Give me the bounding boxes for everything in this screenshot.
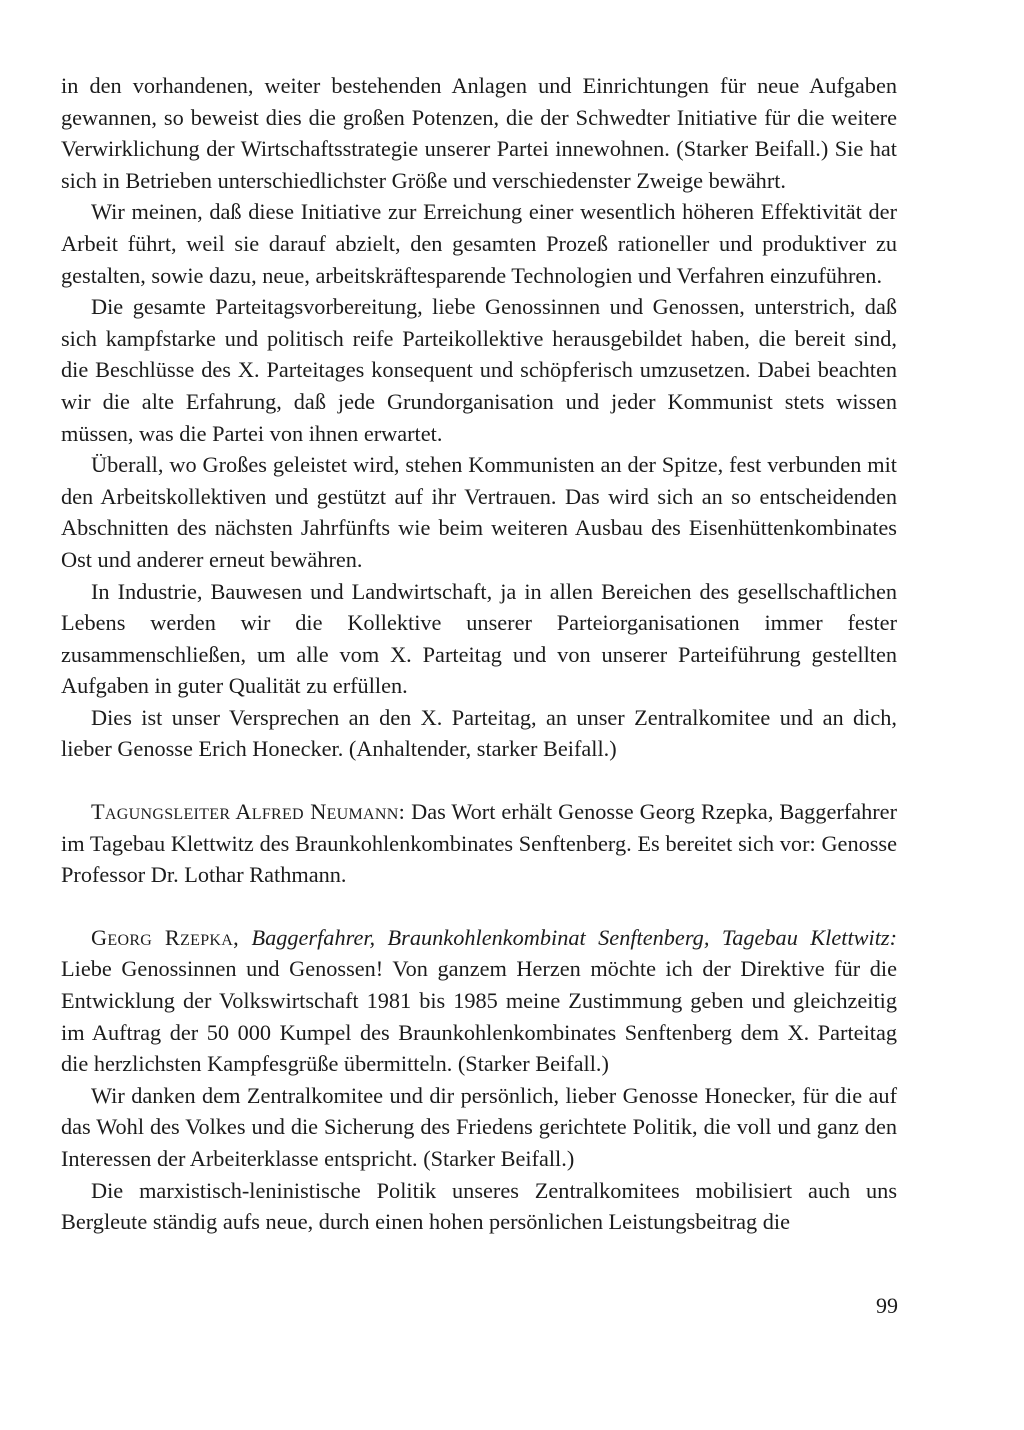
paragraph: Die marxistisch-leninistische Politik unseres Zentralkomitees mobilisiert auch uns Bergleute ständig aufs neue, durch einen hohen persönlichen Leistungsbeitrag die [61,1177,897,1235]
speech-speaker: Georg Rzepka, [91,924,240,950]
page-number: 99 [876,1293,898,1318]
paragraph: Überall, wo Großes geleistet wird, stehen Kommunisten an der Spitze, fest verbunden mit den Arbeitskollektiven und gestützt auf ihr Vertrauen. Das wird sich an so entscheidenden Abschnitten des nächsten Jahrfünfts wie beim weiteren Ausbau des Eisenhüttenkombinates Ost und anderer erneut bewähren. [61,452,897,572]
chair-speaker: Tagungsleiter Alfred Neumann: [91,799,406,825]
paragraph: Wir danken dem Zentralkomitee und dir persönlich, lieber Genosse Honecker, für die auf das Wohl des Volkes und die Sicherung des Friedens gerichtete Politik, die voll und ganz den Interessen der Arbeiterklasse entspricht. (Starker Beifall.) [61,1082,897,1171]
page-body [61,70,897,1238]
paragraph: In Industrie, Bauwesen und Landwirtschaft, ja in allen Bereichen des gesellschaftlichen Lebens werden wir die Kollektive unserer Parteiorganisationen immer fester zusammenschließen, um alle vom X. Parteitag und von unserer Parteiführung gestellten Aufgaben in guter Qualität zu erfüllen. [61,578,897,699]
paragraph: Dies ist unser Versprechen an den X. Parteitag, an unser Zentralkomitee und an dich, lieber Genosse Erich Honecker. (Anhaltender, starker Beifall.) [61,704,897,762]
speech-opening [61,922,897,1080]
chair-announcement [61,796,897,891]
paragraph: Wir meinen, daß diese Initiative zur Erreichung einer wesentlich höheren Effektivität der Arbeit führt, weil sie darauf abzielt, den gesamten Prozeß rationeller und produktiver zu gestalten, sowie dazu, neue, arbeitskräftesparende Technologien und Verfahren einzuführen. [61,199,897,288]
chair-text: Das Wort erhält Genosse Georg Rzepka, Baggerfahrer im Tagebau Klettwitz des Braunkohlenkombinates Senftenberg. Es bereitet sich vor: Genosse Professor Dr. Lothar Rathmann. [61,799,897,888]
speech-role: Baggerfahrer, Braunkohlenkombinat Senftenberg, Tagebau Klettwitz: [239,924,898,950]
paragraph: in den vorhandenen, weiter bestehenden Anlagen und Einrichtungen für neue Aufgaben gewannen, so beweist dies die großen Potenzen, die der Schwedter Initiative für die weitere Verwirklichung der Wirtschaftsstrategie unserer Partei innewohnen. (Starker Beifall.) Sie hat sich in Betrieben unterschiedlichster Größe und verschiedenster Zweige bewährt. [61,73,897,193]
paragraph: Die gesamte Parteitagsvorbereitung, liebe Genossinnen und Genossen, unterstrich, daß sich kampfstarke und politisch reife Parteikollektive herausgebildet haben, die bereit sind, die Beschlüsse des X. Parteitages konsequent und schöpferisch umzusetzen. Dabei beachten wir die alte Erfahrung, daß jede Grundorganisation und jeder Kommunist stets wissen müssen, was die Partei von ihnen erwartet. [61,294,897,446]
speech-text: Liebe Genossinnen und Genossen! Von ganzem Herzen möchte ich der Direktive für die Entwicklung der Volkswirtschaft 1981 bis 1985 meine Zustimmung geben und gleichzeitig im Auftrag der 50 000 Kumpel des Braunkohlenkombinates Senftenberg dem X. Parteitag die herzlichsten Kampfesgrüße übermitteln. (Starker Beifall.) [61,956,897,1077]
